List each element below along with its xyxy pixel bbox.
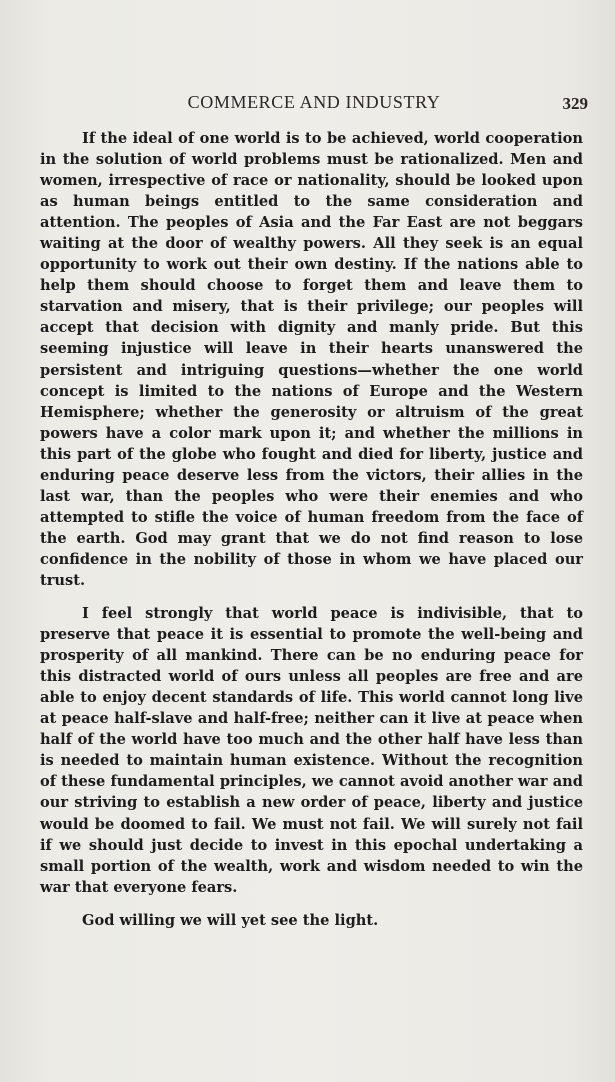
body-text	[40, 128, 583, 931]
running-title: COMMERCE AND INDUSTRY	[187, 92, 441, 112]
paragraph: God willing we will yet see the light.	[82, 911, 379, 929]
running-head	[40, 91, 588, 113]
page-number: 329	[562, 94, 588, 113]
paragraph: I feel strongly that world peace is indivisible, that to preserve that peace it is essential to promote the well-being and prosperity of all mankind. There can be no enduring peace for this distracted world of ours unless all peoples are free and are able to enjoy decent standards of life. This world cannot long live at peace half-slave and half-free; neither can it live at peace when half of the world have too much and the other half have less than is needed to maintain human existence. Without the recognition of these fundamental principles, we cannot avoid another war and our striving to establish a new order of peace, liberty and justice would be doomed to fail. We must not fail. We will surely not fail if we should just decide to invest in this epochal undertaking a small portion of the wealth, work and wisdom needed to win the war that everyone fears.	[40, 605, 583, 896]
paragraph: If the ideal of one world is to be achieved, world cooperation in the solution of world problems must be rationalized. Men and women, irrespective of race or nationality, should be looked upon as human beings entitled to the same consideration and attention. The peoples of Asia and the Far East are not beggars waiting at the door of wealthy powers. All they seek is an equal opportunity to work out their own destiny. If the nations able to help them should choose to forget them and leave them to starvation and misery, that is their privilege; our peoples will accept that decision with dignity and manly pride. But this seeming injustice will leave in their hearts unanswered the persistent and intriguing questions—whether the one world concept is limited to the nations of Europe and the Western Hemisphere; whether the generosity or altruism of the great powers have a color mark upon it; and whether the millions in this part of the globe who fought and died for liberty, justice and enduring peace deserve less from the victors, their allies in the last war, than the peoples who were their enemies and who attempted to stifle the voice of human freedom from the face of the earth. God may grant that we do not find reason to lose confidence in the nobility of those in whom we have placed our trust.	[40, 130, 583, 589]
